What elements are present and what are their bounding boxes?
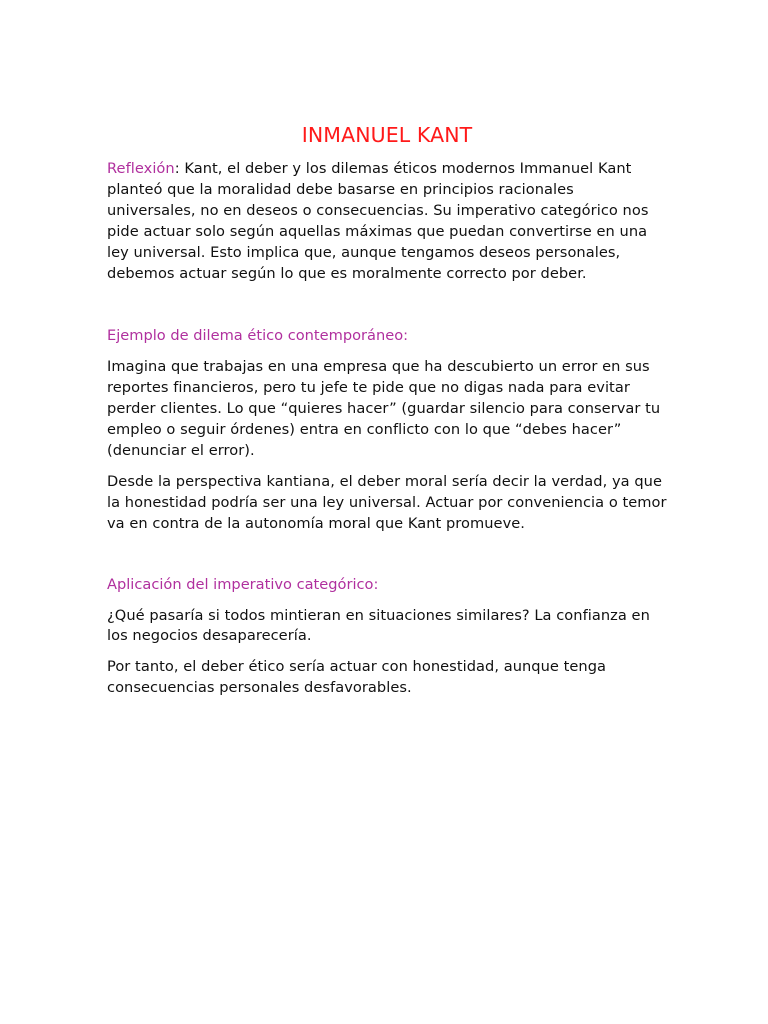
aplicacion-heading: Aplicación del imperativo categórico: [107, 575, 379, 593]
ejemplo-paragraph-1: Imagina que trabajas en una empresa que ha descubierto un error en sus reportes financieros, pero tu jefe te pide que no digas nada para evitar perder clientes. Lo que “quieres hacer” (guardar silencio para conservar tu empleo o seguir órdenes) entra en conflicto con lo que “debes hacer” (denunciar el error). [107, 358, 661, 459]
reflexion-paragraph [107, 159, 667, 284]
page-title: INMANUEL KANT [301, 123, 473, 147]
document-body [107, 120, 667, 699]
ejemplo-paragraph-2: Desde la perspectiva kantiana, el deber moral sería decir la verdad, ya que la honestidad podría ser una ley universal. Actuar por conveniencia o temor va en contra de la autonomía moral que Kant promueve. [107, 472, 667, 532]
aplicacion-paragraph-2: Por tanto, el deber ético sería actuar con honestidad, aunque tenga consecuencias personales desfavorables. [107, 658, 607, 697]
aplicacion-paragraph-1: ¿Qué pasaría si todos mintieran en situaciones similares? La confianza en los negocios desaparecería. [107, 606, 650, 645]
ejemplo-heading: Ejemplo de dilema ético contemporáneo: [107, 327, 409, 345]
reflexion-label: Reflexión [107, 160, 175, 177]
reflexion-text: : Kant, el deber y los dilemas éticos modernos Immanuel Kant planteó que la moralidad debe basarse en principios racionales universales, no en deseos o consecuencias. Su imperativo categórico nos pide actuar solo según aquellas máximas que puedan convertirse en una ley universal. Esto implica que, aunque tengamos deseos personales, debemos actuar según lo que es moralmente correcto por deber. [107, 160, 649, 282]
